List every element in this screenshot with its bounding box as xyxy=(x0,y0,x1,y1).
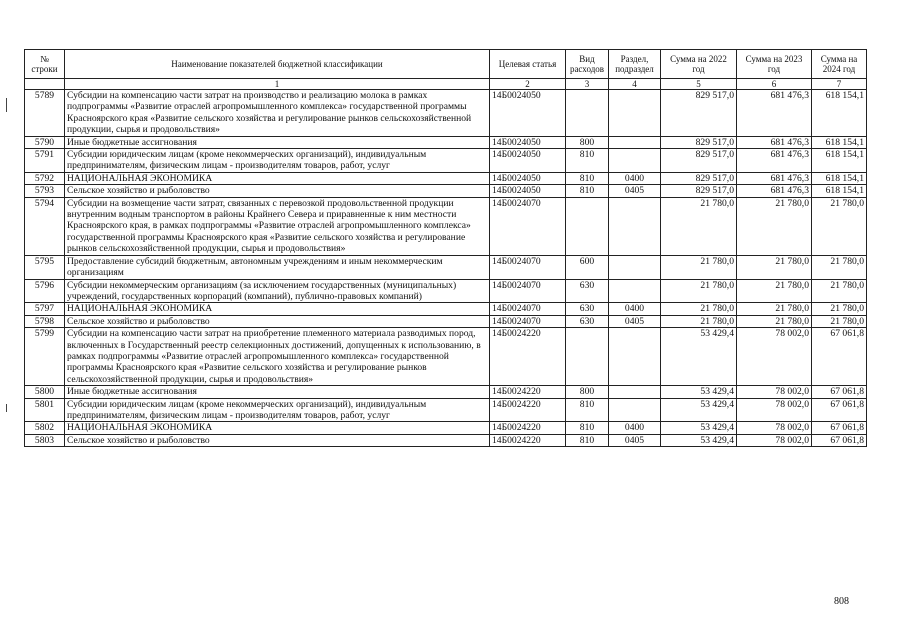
row-sum-2022: 21 780,0 xyxy=(661,279,737,303)
row-expense-type: 630 xyxy=(566,303,609,315)
row-sum-2023: 681 476,3 xyxy=(737,172,812,184)
row-section xyxy=(609,328,661,386)
row-expense-type xyxy=(566,90,609,137)
row-name: Субсидии юридическим лицам (кроме некоммерческих организаций), индивидуальным предпринимателям, физическим лицам - производителям товаров, работ, услуг xyxy=(65,398,490,422)
row-sum-2024: 618 154,1 xyxy=(812,185,867,197)
table-row xyxy=(25,303,867,315)
row-expense-type: 630 xyxy=(566,279,609,303)
table-row xyxy=(25,136,867,148)
row-number: 5799 xyxy=(25,328,65,386)
row-sum-2024: 21 780,0 xyxy=(812,197,867,255)
row-name: Сельское хозяйство и рыболовство xyxy=(65,185,490,197)
row-sum-2024: 21 780,0 xyxy=(812,315,867,327)
header-row-number: № строки xyxy=(25,50,65,79)
row-name: НАЦИОНАЛЬНАЯ ЭКОНОМИКА xyxy=(65,422,490,434)
row-sum-2022: 21 780,0 xyxy=(661,315,737,327)
row-sum-2024: 21 780,0 xyxy=(812,255,867,279)
column-number-row xyxy=(25,79,867,90)
header-sum-2023: Сумма на 2023 год xyxy=(737,50,812,79)
column-number: 2 xyxy=(490,79,566,90)
row-sum-2022: 829 517,0 xyxy=(661,149,737,173)
column-number: 7 xyxy=(812,79,867,90)
row-section: 0400 xyxy=(609,303,661,315)
table-row xyxy=(25,386,867,398)
row-sum-2022: 829 517,0 xyxy=(661,172,737,184)
row-section: 0405 xyxy=(609,185,661,197)
row-name: Субсидии на возмещение части затрат, связанных с перевозкой продовольственной продукции внутренним водным транспортом в районы Крайнего Севера и приравненные к ним местности Красноярского края, в рамках подпрограммы «Развитие отраслей агропромышленного комплекса» государственной программы Красноярского края «Развитие сельского хозяйства и регулирование рынков сельскохозяйственной продукции, сырья и продовольствия» xyxy=(65,197,490,255)
row-section xyxy=(609,90,661,137)
table-row xyxy=(25,315,867,327)
row-number: 5793 xyxy=(25,185,65,197)
row-name: Иные бюджетные ассигнования xyxy=(65,386,490,398)
row-section xyxy=(609,279,661,303)
row-sum-2024: 618 154,1 xyxy=(812,90,867,137)
row-sum-2022: 53 429,4 xyxy=(661,422,737,434)
row-target-article: 14Б0024050 xyxy=(490,149,566,173)
table-row xyxy=(25,185,867,197)
row-sum-2023: 21 780,0 xyxy=(737,315,812,327)
row-section: 0405 xyxy=(609,434,661,446)
row-number: 5803 xyxy=(25,434,65,446)
row-target-article: 14Б0024220 xyxy=(490,422,566,434)
row-sum-2023: 21 780,0 xyxy=(737,303,812,315)
row-number: 5796 xyxy=(25,279,65,303)
row-sum-2022: 53 429,4 xyxy=(661,398,737,422)
row-name: Сельское хозяйство и рыболовство xyxy=(65,434,490,446)
row-number: 5800 xyxy=(25,386,65,398)
row-target-article: 14Б0024070 xyxy=(490,303,566,315)
header-sum-2024: Сумма на 2024 год xyxy=(812,50,867,79)
row-sum-2024: 21 780,0 xyxy=(812,303,867,315)
scan-margin-mark xyxy=(6,404,7,412)
row-expense-type: 810 xyxy=(566,172,609,184)
column-number: 4 xyxy=(609,79,661,90)
row-expense-type: 600 xyxy=(566,255,609,279)
row-target-article: 14Б0024050 xyxy=(490,136,566,148)
row-sum-2023: 21 780,0 xyxy=(737,279,812,303)
row-sum-2023: 681 476,3 xyxy=(737,185,812,197)
row-target-article: 14Б0024220 xyxy=(490,386,566,398)
row-sum-2022: 829 517,0 xyxy=(661,185,737,197)
row-section: 0405 xyxy=(609,315,661,327)
row-expense-type: 810 xyxy=(566,149,609,173)
row-number: 5791 xyxy=(25,149,65,173)
budget-table xyxy=(24,49,867,447)
row-sum-2024: 618 154,1 xyxy=(812,136,867,148)
row-sum-2024: 67 061,8 xyxy=(812,398,867,422)
row-section: 0400 xyxy=(609,422,661,434)
row-target-article: 14Б0024070 xyxy=(490,255,566,279)
row-name: Иные бюджетные ассигнования xyxy=(65,136,490,148)
table-row xyxy=(25,279,867,303)
row-sum-2023: 78 002,0 xyxy=(737,328,812,386)
row-name: Субсидии юридическим лицам (кроме некоммерческих организаций), индивидуальным предпринимателям, физическим лицам - производителям товаров, работ, услуг xyxy=(65,149,490,173)
row-number: 5795 xyxy=(25,255,65,279)
row-section xyxy=(609,386,661,398)
column-number: 3 xyxy=(566,79,609,90)
row-name: Предоставление субсидий бюджетным, автономным учреждениям и иным некоммерческим организациям xyxy=(65,255,490,279)
header-target-article: Целевая статья xyxy=(490,50,566,79)
header-sum-2022: Сумма на 2022 год xyxy=(661,50,737,79)
row-expense-type xyxy=(566,197,609,255)
row-number: 5792 xyxy=(25,172,65,184)
table-row xyxy=(25,328,867,386)
column-number: 6 xyxy=(737,79,812,90)
scan-margin-mark xyxy=(6,98,7,112)
row-sum-2024: 21 780,0 xyxy=(812,279,867,303)
row-name: НАЦИОНАЛЬНАЯ ЭКОНОМИКА xyxy=(65,172,490,184)
row-number: 5789 xyxy=(25,90,65,137)
row-expense-type: 800 xyxy=(566,136,609,148)
column-number: 5 xyxy=(661,79,737,90)
row-section xyxy=(609,398,661,422)
header-row xyxy=(25,50,867,79)
column-number: 1 xyxy=(65,79,490,90)
row-section xyxy=(609,136,661,148)
row-name: Субсидии некоммерческим организациям (за исключением государственных (муниципальных) учреждений, государственных корпораций (компаний), публично-правовых компаний) xyxy=(65,279,490,303)
row-sum-2023: 78 002,0 xyxy=(737,398,812,422)
row-number: 5801 xyxy=(25,398,65,422)
row-section: 0400 xyxy=(609,172,661,184)
row-sum-2024: 67 061,8 xyxy=(812,434,867,446)
row-section xyxy=(609,197,661,255)
header-section: Раздел, подраздел xyxy=(609,50,661,79)
row-sum-2024: 67 061,8 xyxy=(812,422,867,434)
table-row xyxy=(25,172,867,184)
row-target-article: 14Б0024050 xyxy=(490,185,566,197)
row-sum-2023: 681 476,3 xyxy=(737,136,812,148)
row-sum-2023: 21 780,0 xyxy=(737,255,812,279)
row-sum-2023: 78 002,0 xyxy=(737,434,812,446)
row-target-article: 14Б0024070 xyxy=(490,197,566,255)
row-sum-2023: 681 476,3 xyxy=(737,90,812,137)
row-name: Субсидии на компенсацию части затрат на приобретение племенного материала разводимых пород, включенных в Государственный реестр селекционных достижений, допущенных к использованию, в рамках подпрограммы «Развитие отраслей агропромышленного комплекса» государственной программы Красноярского края «Развитие сельского хозяйства и регулирование рынков сельскохозяйственной продукции, сырья и продовольствия» xyxy=(65,328,490,386)
row-target-article: 14Б0024070 xyxy=(490,315,566,327)
row-target-article: 14Б0024070 xyxy=(490,279,566,303)
row-target-article: 14Б0024050 xyxy=(490,172,566,184)
header-name: Наименование показателей бюджетной классификации xyxy=(65,50,490,79)
row-sum-2022: 53 429,4 xyxy=(661,386,737,398)
row-name: Сельское хозяйство и рыболовство xyxy=(65,315,490,327)
row-sum-2022: 53 429,4 xyxy=(661,434,737,446)
row-section xyxy=(609,149,661,173)
row-name: Субсидии на компенсацию части затрат на производство и реализацию молока в рамках подпрограммы «Развитие отраслей агропромышленного комплекса» государственной программы Красноярского края «Развитие сельского хозяйства и регулирование рынков сельскохозяйственной продукции, сырья и продовольствия» xyxy=(65,90,490,137)
row-expense-type: 630 xyxy=(566,315,609,327)
row-number: 5802 xyxy=(25,422,65,434)
row-sum-2022: 829 517,0 xyxy=(661,136,737,148)
row-expense-type: 810 xyxy=(566,434,609,446)
table-row xyxy=(25,149,867,173)
row-expense-type: 810 xyxy=(566,398,609,422)
row-target-article: 14Б0024220 xyxy=(490,328,566,386)
table-row xyxy=(25,422,867,434)
header-expense-type: Вид расходов xyxy=(566,50,609,79)
page-number: 808 xyxy=(834,596,849,607)
row-expense-type: 800 xyxy=(566,386,609,398)
row-sum-2022: 53 429,4 xyxy=(661,328,737,386)
row-expense-type xyxy=(566,328,609,386)
row-number: 5798 xyxy=(25,315,65,327)
row-sum-2024: 618 154,1 xyxy=(812,172,867,184)
row-sum-2023: 681 476,3 xyxy=(737,149,812,173)
row-number: 5794 xyxy=(25,197,65,255)
column-number-blank xyxy=(25,79,65,90)
row-number: 5790 xyxy=(25,136,65,148)
row-target-article: 14Б0024220 xyxy=(490,398,566,422)
table-row xyxy=(25,197,867,255)
row-sum-2024: 67 061,8 xyxy=(812,386,867,398)
row-number: 5797 xyxy=(25,303,65,315)
row-sum-2024: 618 154,1 xyxy=(812,149,867,173)
row-section xyxy=(609,255,661,279)
row-target-article: 14Б0024220 xyxy=(490,434,566,446)
row-sum-2023: 78 002,0 xyxy=(737,386,812,398)
row-sum-2022: 21 780,0 xyxy=(661,197,737,255)
row-name: НАЦИОНАЛЬНАЯ ЭКОНОМИКА xyxy=(65,303,490,315)
row-sum-2022: 21 780,0 xyxy=(661,255,737,279)
row-sum-2023: 21 780,0 xyxy=(737,197,812,255)
table-row xyxy=(25,90,867,137)
table-row xyxy=(25,398,867,422)
row-target-article: 14Б0024050 xyxy=(490,90,566,137)
row-sum-2024: 67 061,8 xyxy=(812,328,867,386)
table-row xyxy=(25,255,867,279)
table-row xyxy=(25,434,867,446)
row-sum-2022: 21 780,0 xyxy=(661,303,737,315)
row-expense-type: 810 xyxy=(566,185,609,197)
row-sum-2022: 829 517,0 xyxy=(661,90,737,137)
row-expense-type: 810 xyxy=(566,422,609,434)
row-sum-2023: 78 002,0 xyxy=(737,422,812,434)
